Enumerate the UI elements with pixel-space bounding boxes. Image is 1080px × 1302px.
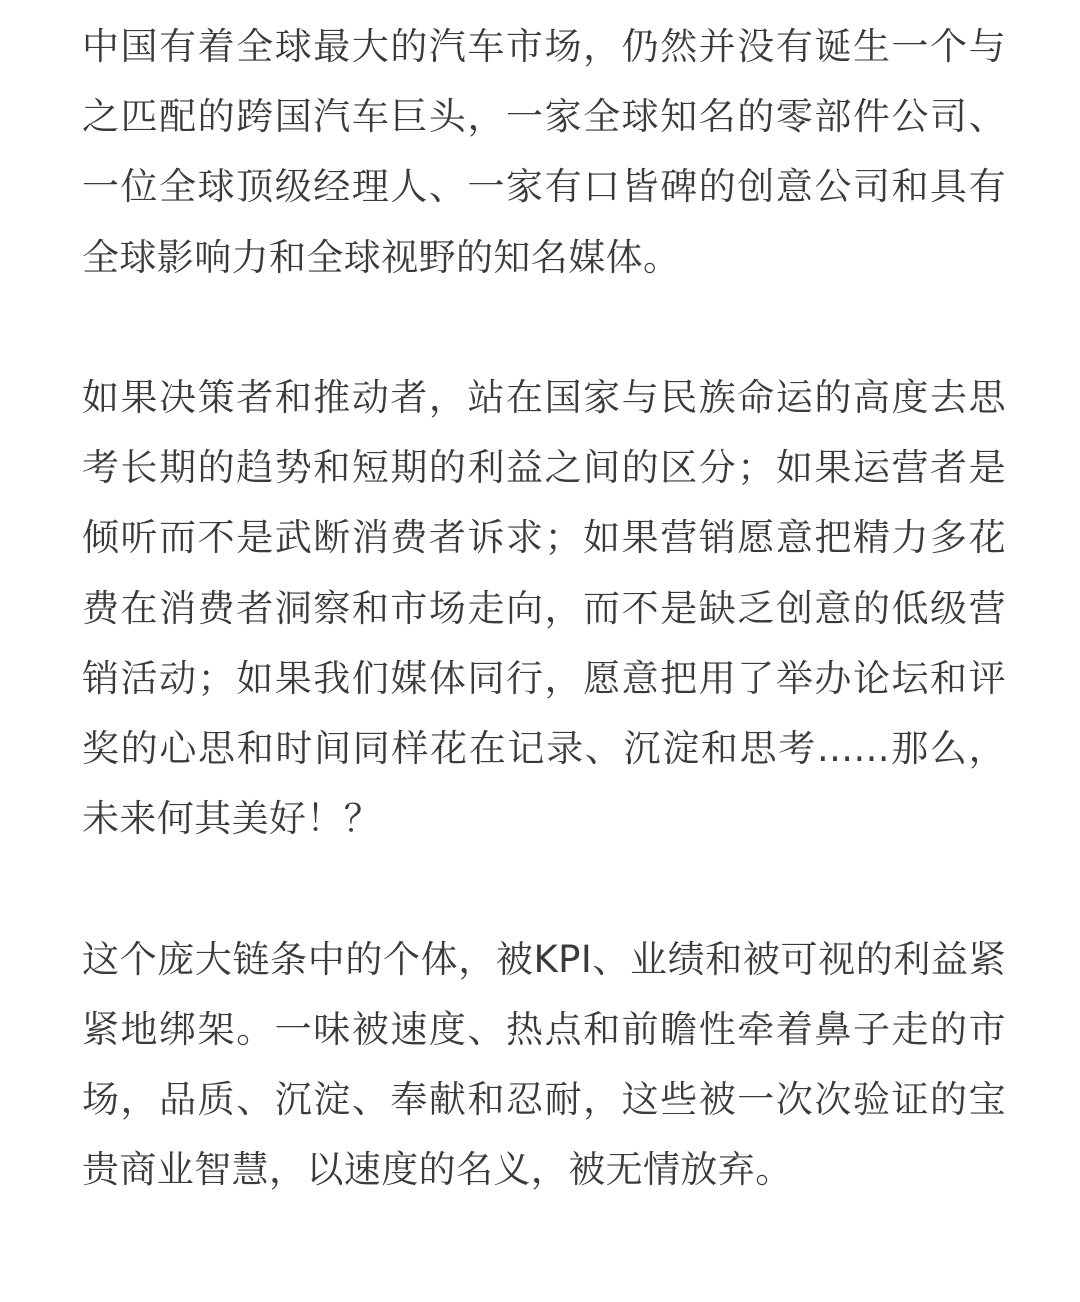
paragraph-1: 中国有着全球最大的汽车市场，仍然并没有诞生一个与之匹配的跨国汽车巨头，一家全球知名的零部件公司、一位全球顶级经理人、一家有口皆碑的创意公司和具有全球影响力和全球视野的知名媒体。 — [82, 25, 1006, 279]
paragraph-2: 如果决策者和推动者，站在国家与民族命运的高度去思考长期的趋势和短期的利益之间的区分；如果运营者是倾听而不是武断消费者诉求；如果营销愿意把精力多花费在消费者洞察和市场走向，而不是缺乏创意的低级营销活动；如果我们媒体同行，愿意把用了举办论坛和评奖的心思和时间同样花在记录、沉淀和思考......那么，未来何其美好！？ — [82, 376, 1006, 841]
paragraph-3: 这个庞大链条中的个体，被KPI、业绩和被可视的利益紧紧地绑架。一味被速度、热点和前瞻性牵着鼻子走的市场，品质、沉淀、奉献和忍耐，这些被一次次验证的宝贵商业智慧，以速度的名义，被无情放弃。 — [82, 937, 1006, 1192]
article-body — [82, 12, 1006, 1205]
